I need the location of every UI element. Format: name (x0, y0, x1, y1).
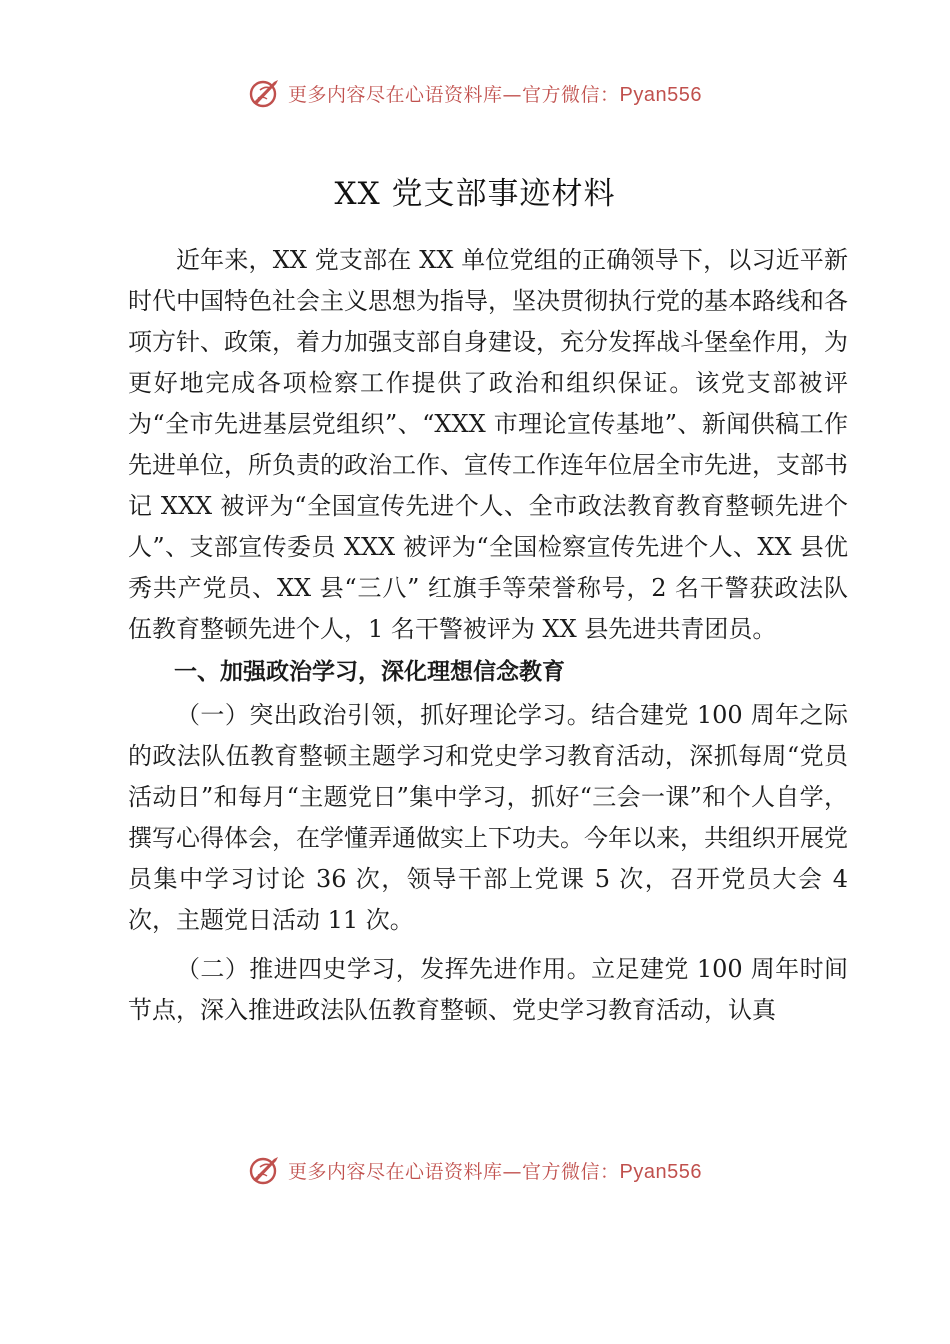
body-paragraph-intro: 近年来，XX 党支部在 XX 单位党组的正确领导下，以习近平新时代中国特色社会主义思想为指导，坚决贯彻执行党的基本路线和各项方针、政策，着力加强支部自身建设，充分发挥战斗堡垒作用，为更好地完成各项检察工作提供了政治和组织保证。该党支部被评为“全市先进基层党组织”、“XXX 市理论宣传基地”、新闻供稿工作先进单位，所负责的政治工作、宣传工作连年位居全市先进，支部书记 XXX 被评为“全国宣传先进个人、全市政法教育教育整顿先进个人”、支部宣传委员 XXX 被评为“全国检察宣传先进个人、XX 县优秀共产党员、XX 县“三八” 红旗手等荣誉称号，2 名干警获政法队伍教育整顿先进个人，1 名干警被评为 XX 县先进共青团员。 (128, 246, 848, 643)
section-heading-1: 一、加强政治学习，深化理想信念教育 (174, 659, 565, 685)
watermark-text: 更多内容尽在心语资料库—官方微信： (288, 83, 620, 106)
body-paragraph-subsection-1: （一）突出政治引领，抓好理论学习。结合建党 100 周年之际的政法队伍教育整顿主题学习和党史学习教育活动，深抓每周“党员活动日”和每月“主题党日”集中学习，抓好“三会一课”和个人自学，撰写心得体会，在学懂弄通做实上下功夫。今年以来，共组织开展党员集中学习讨论 36 次，领导干部上党课 5 次，召开党员大会 4 次，主题党日活动 11 次。 (128, 701, 848, 934)
quill-pen-logo-icon (248, 76, 282, 110)
document-title: XX 党支部事迹材料 (334, 176, 616, 212)
body-paragraph-subsection-2: （二）推进四史学习，发挥先进作用。立足建党 100 周年时间节点，深入推进政法队伍教育整顿、党史学习教育活动，认真 (128, 955, 848, 1024)
document-body (128, 240, 848, 1031)
quill-pen-logo-icon (248, 1153, 282, 1187)
header-watermark (0, 73, 950, 113)
watermark-id: Pyan556 (619, 1160, 702, 1183)
watermark-text: 更多内容尽在心语资料库—官方微信： (288, 1160, 620, 1183)
watermark-id: Pyan556 (619, 83, 702, 106)
footer-watermark (0, 1150, 950, 1190)
